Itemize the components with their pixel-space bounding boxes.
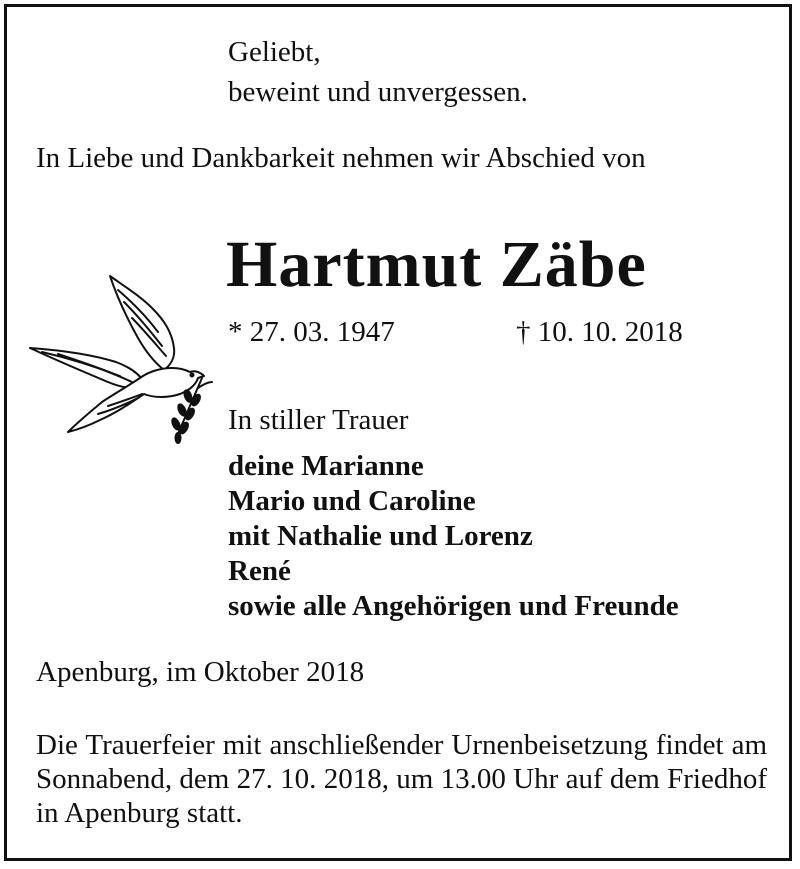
intro-text: In Liebe und Dankbarkeit nehmen wir Abschied von: [36, 142, 646, 174]
mourner-line: sowie alle Angehörigen und Freunde: [228, 590, 679, 622]
deceased-name: Hartmut Zäbe: [226, 228, 647, 301]
motto-line-1: Geliebt,: [228, 36, 321, 68]
mourner-line: deine Marianne: [228, 450, 424, 482]
mourning-line: In stiller Trauer: [228, 404, 409, 436]
funeral-details: Die Trauerfeier mit anschließender Urnenbeisetzung findet am Sonnabend, dem 27. 10. 2018, um 13.00 Uhr auf dem Friedhof in Apenburg statt.: [36, 729, 767, 829]
death-date: † 10. 10. 2018: [516, 316, 683, 348]
place-date: Apenburg, im Oktober 2018: [36, 656, 365, 688]
birth-date: * 27. 03. 1947: [228, 316, 395, 348]
mourner-line: mit Nathalie und Lorenz: [228, 520, 533, 552]
motto-line-2: beweint und unvergessen.: [228, 76, 528, 108]
mourner-line: René: [228, 555, 291, 587]
dove-icon: [28, 272, 218, 444]
mourner-line: Mario und Caroline: [228, 485, 476, 517]
